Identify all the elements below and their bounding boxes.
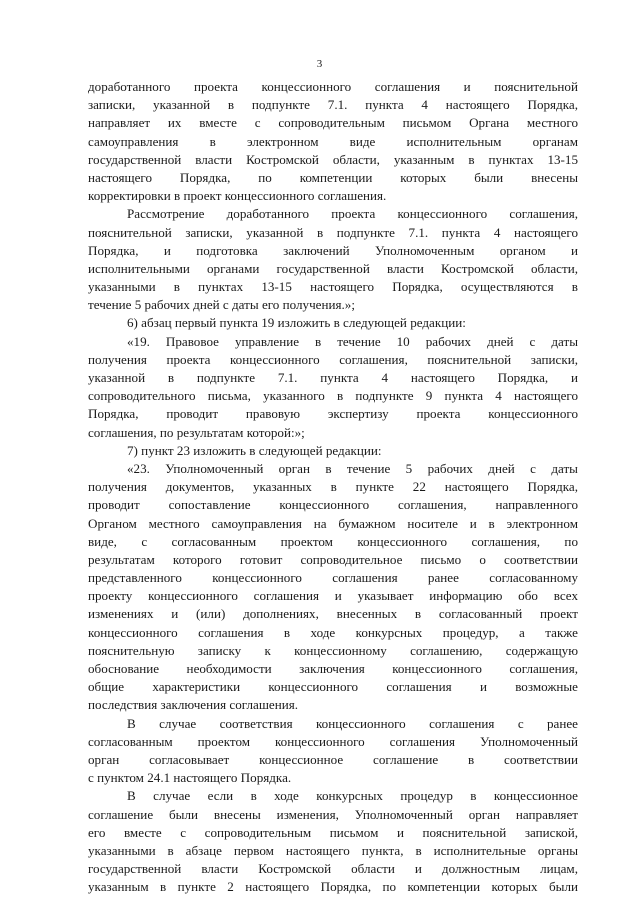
text-line: соглашения, по результатам которой:»;	[88, 424, 305, 440]
text-line: виде, с согласованным проектом концессионного соглашения, по	[88, 533, 578, 549]
text-line: течение 5 рабочих дней с даты его получения.»;	[88, 297, 355, 313]
text-line: орган согласовывает концессионное соглашение в соответствии	[88, 751, 578, 767]
document-body	[88, 78, 578, 896]
text-line: доработанного проекта концессионного соглашения и пояснительной	[88, 79, 578, 94]
text-line: последствия заключения соглашения.	[88, 697, 299, 713]
text-line: В случае если в ходе конкурсных процедур в концессионное	[127, 788, 578, 804]
text-line: самоуправления в электронном виде исполнительным органам	[88, 133, 578, 149]
text-line: изменениях и (или) дополнениях, внесенных в согласованный проект	[88, 606, 578, 622]
text-line: корректировки в проект концессионного соглашения.	[88, 188, 387, 204]
text-line: с пунктом 24.1 настоящего Порядка.	[88, 770, 292, 786]
text-line: исполнительными органами государственной власти Костромской области,	[88, 260, 578, 276]
text-line: проводит сопоставление концессионного соглашения, направленного	[88, 497, 578, 513]
text-line: Порядка, проводит правовую экспертизу проекта концессионного	[88, 406, 578, 422]
text-line: «23. Уполномоченный орган в течение 5 рабочих дней с даты	[127, 460, 578, 476]
text-line: указанными в пунктах 13-15 настоящего Порядка, осуществляются в	[88, 279, 578, 295]
text-line: получения документов, указанных в пункте 22 настоящего Порядка,	[88, 479, 578, 495]
text-line: указанной в подпункте 7.1. пункта 4 настоящего Порядка, и	[88, 370, 578, 385]
text-line: Порядка, и подготовка заключений Уполномоченным органом и	[88, 242, 578, 258]
text-line: направляет их вместе с сопроводительным письмом Органа местного	[88, 115, 578, 131]
text-line: Органом местного самоуправления на бумажном носителе и в электронном	[88, 515, 578, 531]
text-line: государственной власти Костромской области и должностным лицам,	[88, 861, 578, 877]
text-line: общие характеристики концессионного соглашения и возможные	[88, 679, 578, 695]
text-line: указанным в пункте 2 настоящего Порядка, по компетенции которых были	[88, 879, 578, 895]
text-line: проекту концессионного соглашения и указывает информацию обо всех	[88, 588, 578, 604]
text-line: записки, указанной в подпункте 7.1. пункта 4 настоящего Порядка,	[88, 97, 578, 113]
text-line: Рассмотрение доработанного проекта концессионного соглашения,	[127, 206, 578, 222]
text-line: соглашение были внесены изменения, Уполномоченный орган направляет	[88, 806, 578, 822]
text-line: согласованным проектом концессионного соглашения Уполномоченный	[88, 733, 578, 749]
text-line: настоящего Порядка, по компетенции которых были внесены	[88, 169, 578, 185]
text-line: 7) пункт 23 изложить в следующей редакции:	[127, 442, 382, 458]
text-line: сопроводительного письма, указанного в подпункте 9 пункта 4 настоящего	[88, 388, 578, 404]
text-line: 6) абзац первый пункта 19 изложить в следующей редакции:	[127, 315, 466, 331]
page-number: 3	[316, 58, 323, 70]
text-line: результатам которого готовит сопроводительное письмо о соответствии	[88, 551, 578, 567]
text-line: государственной власти Костромской области, указанным в пунктах 13-15	[88, 151, 578, 167]
text-line: указанными в абзаце первом настоящего пункта, в исполнительные органы	[88, 842, 578, 858]
text-line: получения проекта концессионного соглашения, пояснительной записки,	[88, 351, 578, 367]
text-line: «19. Правовое управление в течение 10 рабочих дней с даты	[127, 333, 578, 349]
text-line: концессионного соглашения в ходе конкурсных процедур, а также	[88, 624, 578, 640]
text-line: пояснительной записки, указанной в подпункте 7.1. пункта 4 настоящего	[88, 224, 578, 240]
text-line: обоснование необходимости заключения концессионного соглашения,	[88, 661, 578, 676]
text-line: пояснительную записку к концессионному соглашению, содержащую	[88, 642, 578, 658]
text-line: представленного концессионного соглашения ранее согласованному	[88, 570, 578, 586]
text-line: В случае соответствия концессионного соглашения с ранее	[127, 715, 578, 731]
text-line: его вместе с сопроводительным письмом и пояснительной запиской,	[88, 824, 578, 840]
